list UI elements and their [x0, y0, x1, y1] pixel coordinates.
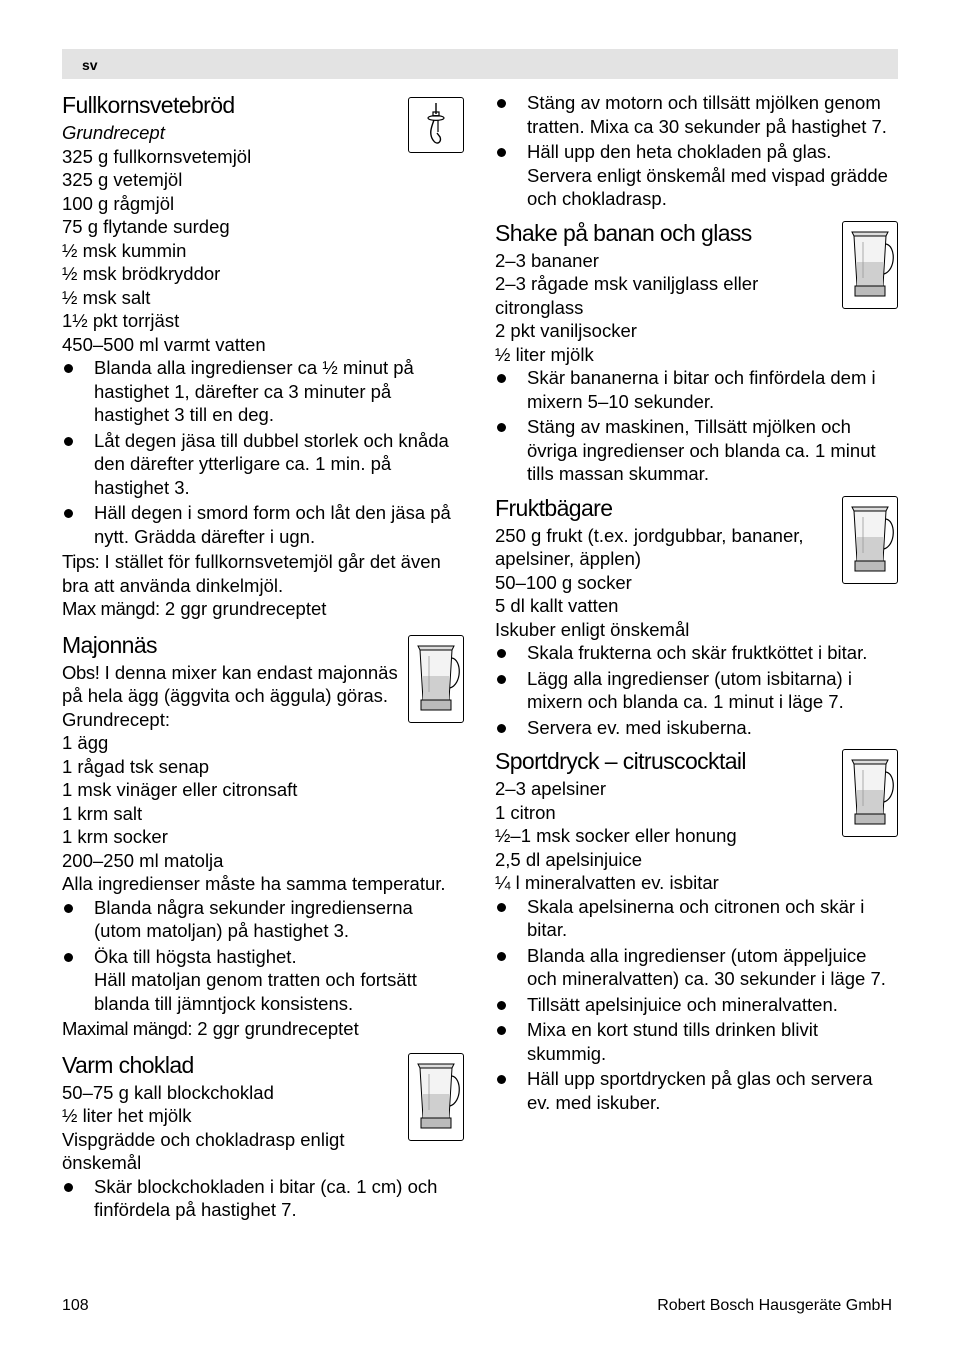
step-item: Häll degen i smord form och låt den jäsa på nytt. Grädda därefter i ugn. [62, 501, 464, 548]
step-list [62, 896, 464, 1016]
step-item: Blanda några sekunder ingredienserna (utom matoljan) på hastighet 3. [62, 896, 464, 943]
step-item: Servera ev. med iskuberna. [495, 716, 898, 740]
obs-label: Obs! [62, 661, 100, 683]
ingredient: 1 rågad tsk senap [62, 755, 210, 777]
ingredient: 200–250 ml matolja [62, 849, 224, 871]
ingredient: 250 g frukt (t.ex. jordgubbar, bananer, apelsiner, äpplen) [495, 524, 804, 569]
recipe-line: Alla ingredienser måste ha samma temperatur. [62, 873, 446, 894]
step-list [62, 356, 464, 548]
max-label: Maximal mängd: [62, 1018, 193, 1039]
blender-jug-icon [408, 1053, 464, 1141]
ingredient: ¼ l mineralvatten ev. isbitar [495, 872, 719, 893]
max-text: 2 ggr grundreceptet [159, 598, 327, 619]
step-item: Häll upp den heta chokladen på glas. Servera enligt önskemål med vispad grädde och chokladrasp. [495, 140, 898, 211]
ingredient: 2–3 apelsiner [495, 778, 607, 799]
ingredient: ½ msk brödkryddor [62, 263, 221, 284]
ingredient: 325 g vetemjöl [62, 169, 183, 190]
obs-text: I denna mixer kan endast majonnäs på hela ägg (äggvita och äggula) göras. [62, 661, 398, 706]
recipe-varm-choklad-continued [495, 91, 898, 211]
step-item: Skala apelsinerna och citronen och skär i bitar. [495, 895, 898, 942]
tips-label: Tips: [62, 551, 100, 572]
step-item: Mixa en kort stund tills drinken blivit skummig. [495, 1018, 898, 1065]
ingredient-list [62, 145, 464, 357]
recipe-title: Sportdryck – citruscocktail [495, 748, 746, 774]
tips-note [62, 550, 464, 597]
ingredient: ½ msk kummin [62, 239, 187, 261]
step-item: Stäng av motorn och tillsätt mjölken genom tratten. Mixa ca 30 sekunder på hastighet 7. [495, 91, 898, 138]
ingredient: 50–75 g kall blockchoklad [62, 1081, 274, 1103]
ingredient: 1 ägg [62, 732, 109, 753]
left-column [62, 91, 464, 1228]
recipe-sportdryck [495, 747, 898, 1114]
step-item: Skär bananerna i bitar och finfördela dem i mixern 5–10 sekunder. [495, 366, 898, 413]
ingredient: 2 pkt vaniljsocker [495, 320, 637, 341]
step-list [495, 366, 898, 486]
ingredient: 75 g flytande surdeg [62, 216, 230, 237]
ingredient: 5 dl kallt vatten [495, 595, 619, 616]
step-item: Blanda alla ingredienser (utom äppeljuice och mineralvatten) ca. 30 sekunder i läge 7. [495, 944, 898, 991]
tips-text: I stället för fullkornsvetemjöl går det även bra att använda dinkelmjöl. [62, 551, 441, 596]
max-amount-note [62, 1017, 464, 1041]
language-code: sv [82, 57, 98, 73]
blender-jug-icon [842, 749, 898, 837]
blender-jug-icon [842, 221, 898, 309]
ingredient: ½ liter mjölk [495, 343, 594, 365]
ingredient: 2–3 rågade msk vaniljglass eller citronglass [495, 273, 759, 318]
ingredient: 1 msk vinäger eller citronsaft [62, 779, 298, 800]
recipe-title: Fullkornsvetebröd [62, 92, 235, 118]
recipe-majonnas [62, 631, 464, 1041]
max-amount-note [62, 597, 464, 621]
ingredient: 100 g rågmjöl [62, 192, 175, 214]
page-number: 108 [62, 1297, 89, 1314]
ingredient: 2–3 bananer [495, 249, 599, 271]
step-item: Låt degen jäsa till dubbel storlek och knåda den därefter ytterligare ca. 1 min. på hastighet 3. [62, 429, 464, 500]
right-column [495, 91, 898, 1120]
step-item: Stäng av maskinen, Tillsätt mjölken och övriga ingredienser och blanda ca. 1 minut tills massan skummar. [495, 415, 898, 486]
recipe-fruktbagare [495, 494, 898, 740]
ingredient: 325 g fullkornsvetemjöl [62, 145, 252, 167]
ingredient: 50–100 g socker [495, 571, 632, 593]
ingredient: 2,5 dl apelsinjuice [495, 848, 643, 870]
recipe-shake [495, 219, 898, 486]
blender-jug-icon [408, 635, 464, 723]
ingredient: ½ liter het mjölk [62, 1105, 192, 1126]
step-list [495, 895, 898, 1115]
step-list [62, 1175, 464, 1222]
recipe-title: Majonnäs [62, 631, 157, 658]
step-list [495, 91, 898, 211]
step-item: Tillsätt apelsinjuice och mineralvatten. [495, 993, 898, 1017]
company-name: Robert Bosch Hausgeräte GmbH [657, 1297, 892, 1314]
step-item: Lägg alla ingredienser (utom isbitarna) i mixern och blanda ca. 1 minut i läge 7. [495, 667, 898, 714]
step-list [495, 641, 898, 739]
recipe-varm-choklad [62, 1051, 464, 1222]
recipe-line: Grundrecept: [62, 708, 170, 730]
ingredient: 1 krm salt [62, 802, 143, 824]
recipe-title: Varm choklad [62, 1051, 194, 1078]
step-item: Öka till högsta hastighet. Häll matoljan genom tratten och fortsätt blanda till jämntjock konsistens. [62, 945, 464, 1016]
ingredient: 450–500 ml varmt vatten [62, 333, 266, 355]
recipe-subtitle: Grundrecept [62, 122, 165, 143]
ingredient: Vispgrädde och chokladrasp enligt önskemål [62, 1128, 345, 1173]
blender-jug-icon [842, 496, 898, 584]
kneading-hook-icon [408, 97, 464, 153]
ingredient: ½–1 msk socker eller honung [495, 825, 737, 846]
step-item: Skala frukterna och skär fruktköttet i bitar. [495, 641, 898, 665]
recipe-title: Fruktbägare [495, 494, 613, 521]
ingredient: ½ msk salt [62, 286, 151, 308]
ingredient: 1 krm socker [62, 826, 168, 847]
ingredient: 1 citron [495, 801, 556, 823]
max-label: Max mängd: [62, 598, 160, 619]
max-text: 2 ggr grundreceptet [192, 1018, 359, 1039]
step-item: Skär blockchokladen i bitar (ca. 1 cm) och finfördela på hastighet 7. [62, 1175, 464, 1222]
recipe-title: Shake på banan och glass [495, 219, 752, 246]
language-bar [62, 49, 898, 79]
step-item: Blanda alla ingredienser ca ½ minut på hastighet 1, därefter ca 3 minuter på hastighet 3 till en deg. [62, 356, 464, 427]
ingredient: Iskuber enligt önskemål [495, 618, 690, 640]
obs-note [62, 661, 402, 708]
step-item: Häll upp sportdrycken på glas och servera ev. med iskuber. [495, 1067, 898, 1114]
recipe-fullkornsvetebrod [62, 91, 464, 621]
ingredient: 1½ pkt torrjäst [62, 310, 180, 331]
